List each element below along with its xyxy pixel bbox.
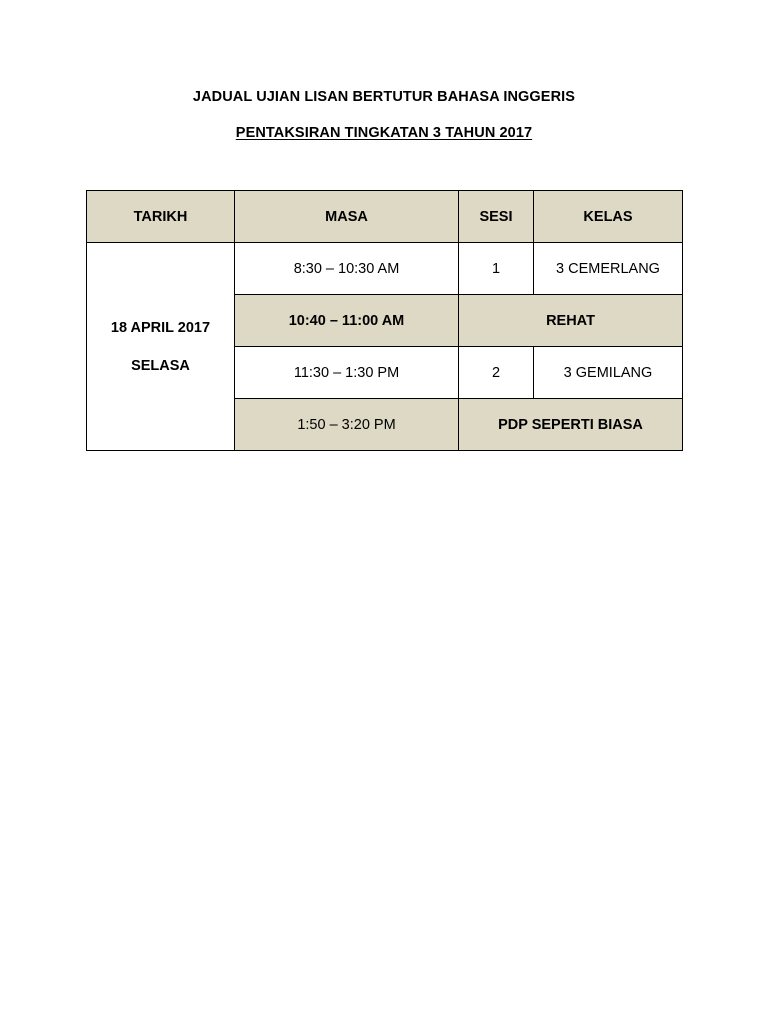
- masa-cell: 10:40 – 11:00 AM: [235, 295, 459, 347]
- header-tarikh: TARIKH: [87, 191, 235, 243]
- header-masa: MASA: [235, 191, 459, 243]
- masa-cell: 8:30 – 10:30 AM: [235, 243, 459, 295]
- masa-cell: 11:30 – 1:30 PM: [235, 347, 459, 399]
- header-sesi: SESI: [459, 191, 534, 243]
- sesi-cell: 1: [459, 243, 534, 295]
- kelas-cell: 3 GEMILANG: [534, 347, 683, 399]
- document-title: JADUAL UJIAN LISAN BERTUTUR BAHASA INGGERIS: [192, 89, 576, 105]
- date-text: 18 APRIL 2017: [110, 319, 211, 336]
- header-kelas: KELAS: [534, 191, 683, 243]
- table-row: [87, 243, 683, 295]
- date-cell: [87, 243, 235, 451]
- sesi-cell: 2: [459, 347, 534, 399]
- document-subtitle: PENTAKSIRAN TINGKATAN 3 TAHUN 2017: [235, 125, 533, 141]
- note-cell: REHAT: [459, 295, 683, 347]
- document-subtitle-wrapper: [0, 125, 768, 141]
- masa-cell: 1:50 – 3:20 PM: [235, 399, 459, 451]
- kelas-cell: 3 CEMERLANG: [534, 243, 683, 295]
- note-cell: PDP SEPERTI BIASA: [459, 399, 683, 451]
- day-text: SELASA: [131, 357, 190, 374]
- schedule-table: [86, 190, 683, 451]
- table-header-row: [87, 191, 683, 243]
